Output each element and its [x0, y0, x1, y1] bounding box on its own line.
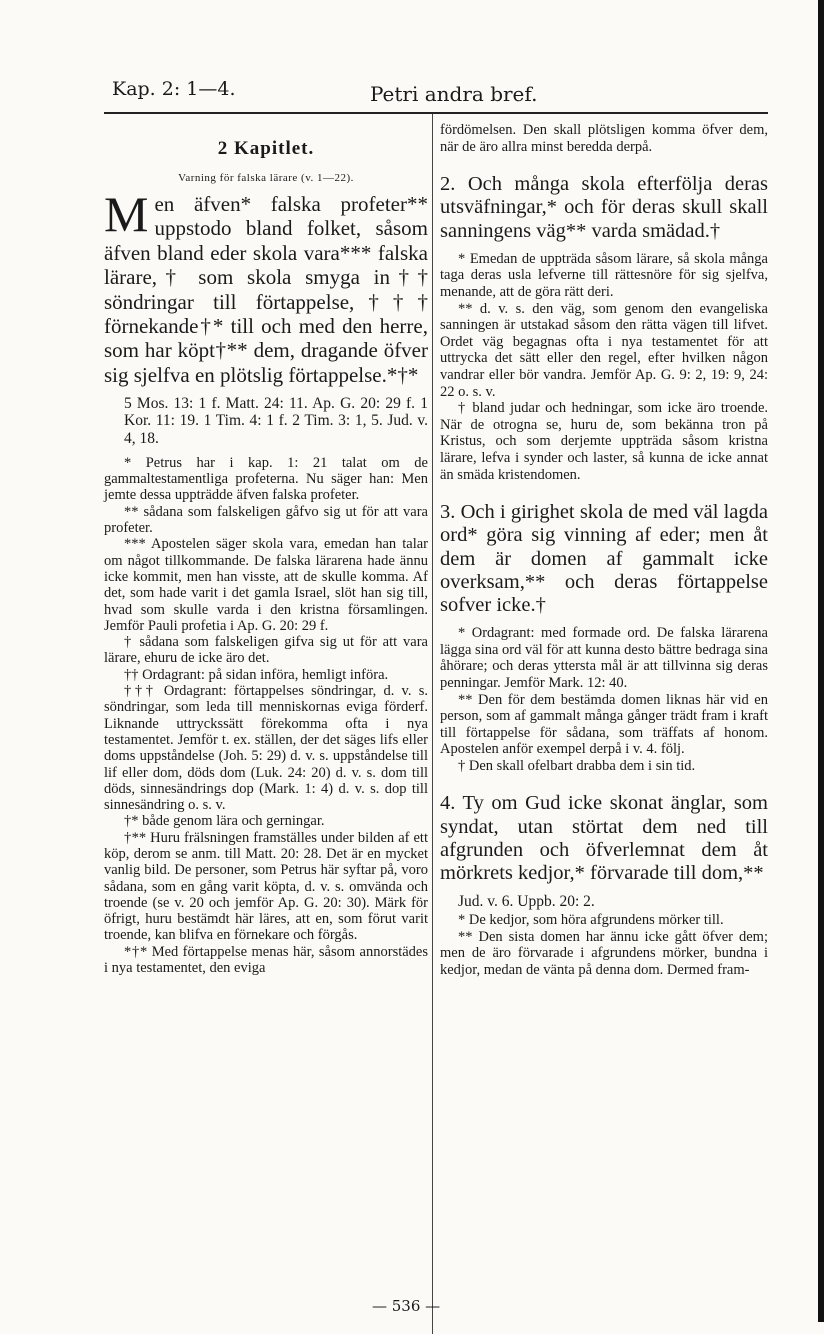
verse-4-references: Jud. v. 6. Uppb. 20: 2.: [458, 893, 595, 911]
footnote: † sådana som falskeligen gifva sig ut för att vara lärare, ehuru de icke äro det.: [104, 634, 428, 667]
running-header-chapter: Kap. 2: 1—4.: [112, 78, 236, 100]
verse-1: [104, 186, 428, 387]
drop-cap: M: [104, 186, 149, 242]
verse-1-references: 5 Mos. 13: 1 f. Matt. 24: 11. Ap. G. 20: 29 f. 1 Kor. 11: 19. 1 Tim. 4: 1 f. 2 Tim. 3: 1, 5. Jud. v. 4, 18.: [124, 395, 428, 447]
chapter-subtitle: Varning för falska lärare (v. 1—22).: [178, 172, 354, 184]
footnote: † Den skall ofelbart drabba dem i sin tid.: [458, 757, 696, 774]
footnote: ††† Ordagrant: förtappelses söndringar, d. v. s. söndringar, som leda till menniskornas eviga förderf. Liknande uttryckssätt förekomma ofta i nya testamentet. Jemför t. ex. ställen, der det säges lifs eller doms uppståndelse (Joh. 5: 29) d. v. s. uppståndelse till lif eller dom, döds dom (Luk. 24: 20) d. v. s. dom till döds, sinnesändrings dop (Mark. 1: 4) d. v. s. dop till sinnesändring o. s. v.: [104, 683, 428, 814]
verse-1-text: en äfven* falska profeter** uppstodo bland folket, såsom äfven bland eder skola vara*** falska lärare,† som skola smyga in†† söndringar till förtappelse,††† förnekande†* till och med den herre, som har köpt†** dem, dragande öfver sig sjelfva en plötslig förtappelse.*†*: [104, 192, 428, 387]
running-header-title: Petri andra bref.: [370, 82, 538, 106]
left-column: [104, 118, 428, 976]
footnote: *†* Med förtappelse menas här, såsom annorstädes i nya testamentet, den eviga: [104, 943, 428, 977]
footnote: † bland judar och hedningar, som icke äro troende. När de otrogna se, huru de, som bekänna tron på Kristus, och som derjemte uppträda såsom kristna lärare, lefva i synder och laster, så kunna de icke annat än smäda kristendomen.: [440, 400, 768, 483]
page-edge: [818, 0, 824, 1322]
footnote: * De kedjor, som höra afgrundens mörker till.: [458, 912, 724, 929]
right-column: [440, 118, 768, 979]
footnote: †* både genom lära och gerningar.: [124, 813, 325, 830]
footnote: †** Huru frälsningen framställes under bilden af ett köp, derom se anm. till Matt. 20: 28. Det är en mycket vanlig bild. De personer, som Petrus här syftar på, voro sådana, som en gång varit köpta, d. v. s. omvända och troende (se v. 20 och jemför Ap. G. 20: 30). Märk för öfrigt, huru bestämdt här läres, att en, som förut varit troende, kan blifva en förnekare och förgås.: [104, 829, 428, 944]
header-rule: [104, 112, 768, 114]
footnote: * Petrus har i kap. 1: 21 talat om de gammaltestamentliga profeterna. Nu säger han: Men jemte dessa uppträdde äfven falska profeter.: [104, 454, 428, 504]
footnote: ** d. v. s. den väg, som genom den evangeliska sanningen är utstakad såsom den rätta vägen till lifvet. Ordet väg begagnas ofta i nya testamentet för att uttrycka det sätt eller den regel, efter hvilken någon vandrar eller bör vandra. Jemför Ap. G. 9: 2, 19: 9, 24: 22 o. s. v.: [440, 300, 768, 400]
page-number: — 536 —: [372, 1297, 441, 1315]
verse-4: 4. Ty om Gud icke skonat änglar, som syndat, utan störtat dem ned till afgrunden och öfverlemnat dem åt mörkrets kedjor,* förvarade till dom,**: [440, 792, 768, 885]
footnote: * Emedan de uppträda såsom lärare, så skola många taga deras usla lefverne till rättesnöre för sig sjelfva, menande, att de göra rätt deri.: [440, 250, 768, 300]
footnote: ** Den för dem bestämda domen liknas här vid en person, som af gammalt många gånger trädt fram i kraft till förtappelse för sådana, som träffats af honom. Apostelen anför exempel derpå i v. 4. följ.: [440, 691, 768, 758]
footnote: *** Apostelen säger skola vara, emedan han talar om något tillkommande. De falska lärarena hade ännu icke kommit, men han visste, att de skulle komma. Af det, som hade varit i det gamla Israel, slöt han sig till, hvad som skulle varda i den kristna församlingen. Jemför Pauli profetia i Ap. G. 20: 29 f.: [104, 536, 428, 634]
footnote-continuation: fördömelsen. Den skall plötsligen komma öfver dem, när de äro allra minst beredda derpå.: [440, 122, 768, 155]
footnote: †† Ordagrant: på sidan införa, hemligt införa.: [124, 666, 389, 683]
footnote: ** Den sista domen har ännu icke gått öfver dem; men de äro förvarade i afgrundens mörker, bundna i kedjor, medan de vänta på denna dom. Dermed fram-: [440, 928, 768, 979]
verse-3: 3. Och i girighet skola de med väl lagda ord* göra sig vinning af eder; men åt dem är domen af gammalt icke overksam,** och deras förtappelse sofver icke.†: [440, 501, 768, 616]
running-header: [112, 78, 768, 112]
column-divider: [432, 114, 433, 1334]
footnote: ** sådana som falskeligen gåfvo sig ut för att vara profeter.: [104, 503, 428, 537]
verse-2: 2. Och många skola efterfölja deras utsväfningar,* och för deras skull skall sanningens väg** varda smädad.†: [440, 173, 768, 242]
chapter-title: 2 Kapitlet.: [217, 138, 315, 159]
footnote: * Ordagrant: med formade ord. De falska lärarena lägga sina ord väl för att kunna desto bättre bedraga sina åhörare; och deras yttersta mål är att tillvinna sig deras penningar. Jemför Mark. 12: 40.: [440, 625, 768, 691]
